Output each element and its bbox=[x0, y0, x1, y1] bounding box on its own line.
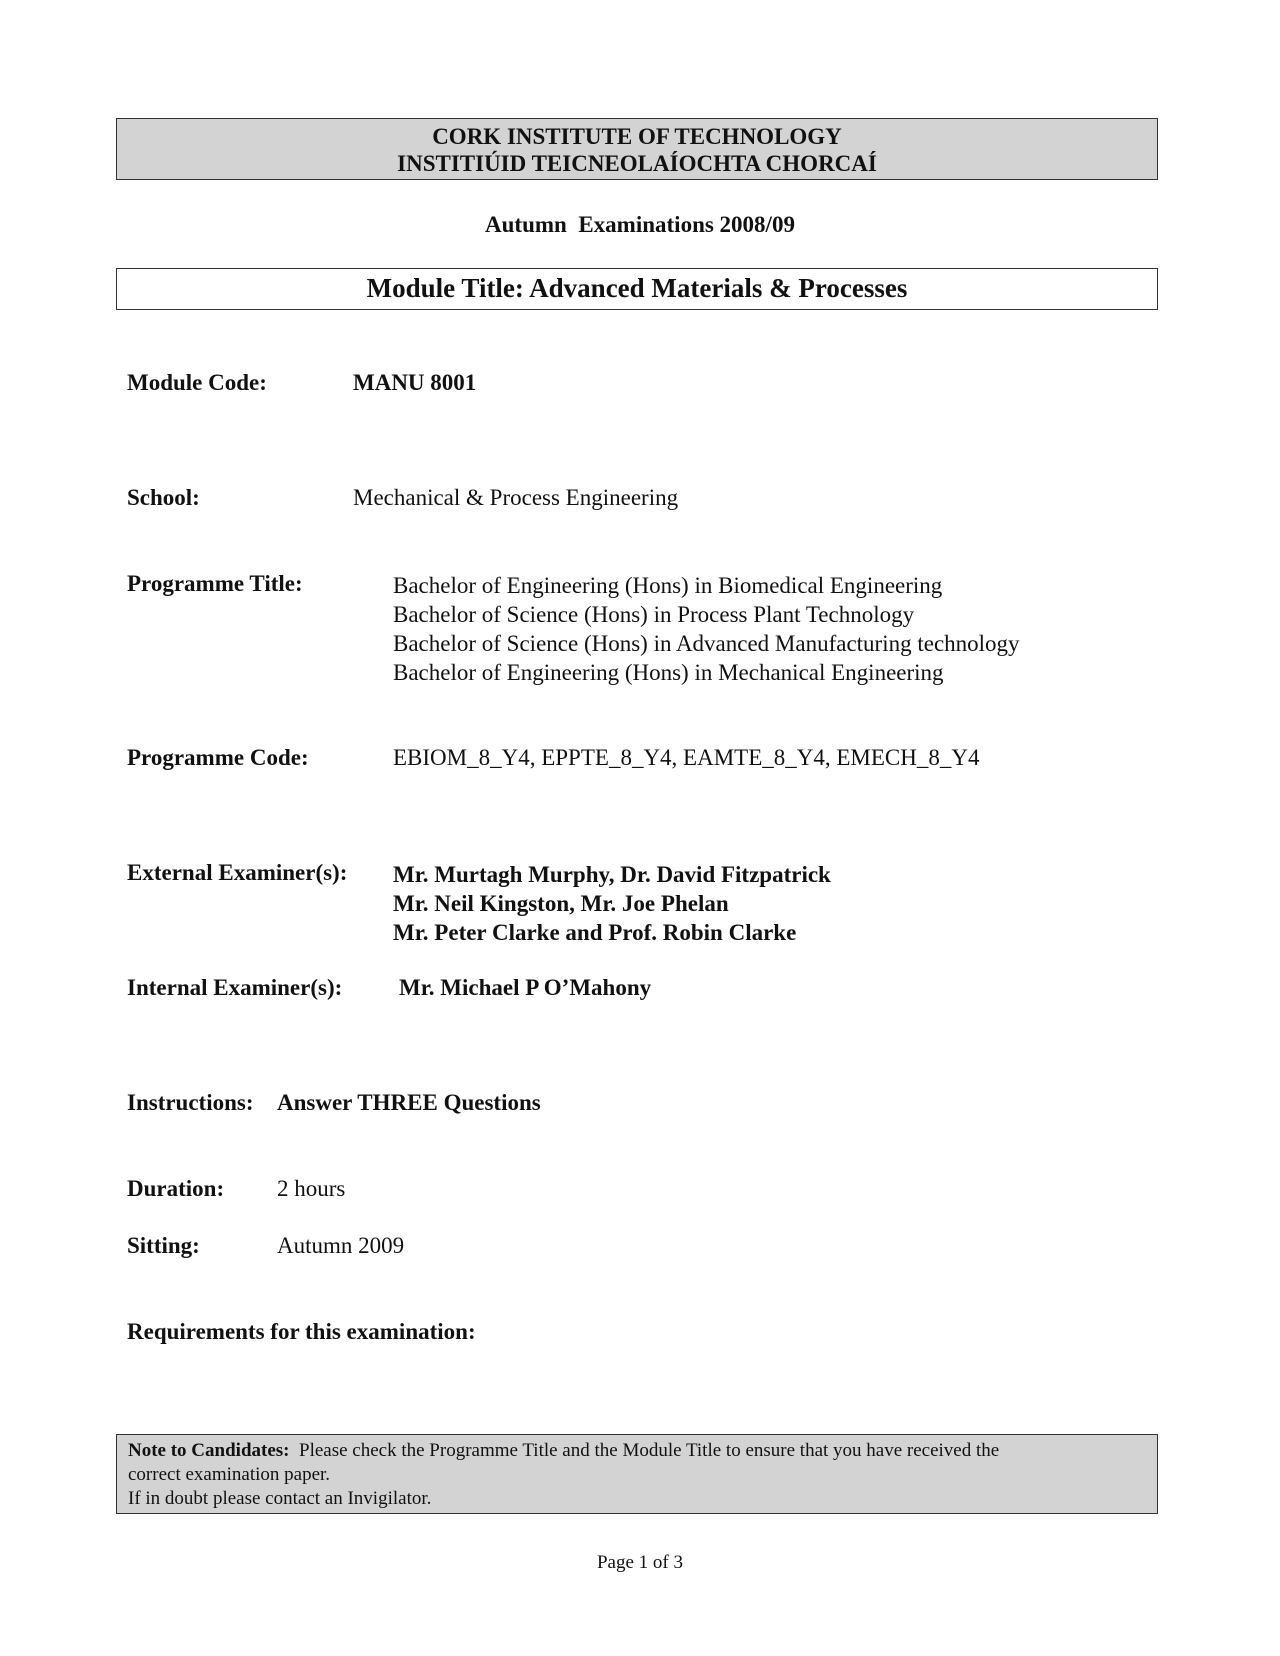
internal-examiners-label: Internal Examiner(s): bbox=[127, 975, 343, 1000]
external-examiner-line: Mr. Murtagh Murphy, Dr. David Fitzpatrick bbox=[393, 862, 831, 887]
institute-name-ga: INSTITIÚID TEICNEOLAÍOCHTA CHORCAÍ bbox=[397, 151, 877, 176]
programme-title-line: Bachelor of Engineering (Hons) in Biomedical Engineering bbox=[393, 573, 943, 598]
duration-value: 2 hours bbox=[277, 1176, 346, 1201]
requirements-label: Requirements for this examination: bbox=[127, 1319, 476, 1344]
internal-examiners-value: Mr. Michael P O’Mahony bbox=[399, 975, 652, 1000]
programme-title-label: Programme Title: bbox=[127, 571, 303, 596]
programme-code-label: Programme Code: bbox=[127, 745, 309, 770]
instructions-label: Instructions: bbox=[127, 1090, 254, 1115]
institute-name-en: CORK INSTITUTE OF TECHNOLOGY bbox=[432, 124, 842, 149]
note-label: Note to Candidates: bbox=[128, 1440, 290, 1461]
module-code-label: Module Code: bbox=[127, 370, 267, 395]
note-text-2: correct examination paper. bbox=[128, 1464, 331, 1485]
note-to-candidates bbox=[116, 1434, 1158, 1514]
programme-title-line: Bachelor of Science (Hons) in Process Plant Technology bbox=[393, 602, 915, 627]
external-examiner-line: Mr. Neil Kingston, Mr. Joe Phelan bbox=[393, 891, 729, 916]
duration-label: Duration: bbox=[127, 1176, 225, 1201]
programme-title-line: Bachelor of Science (Hons) in Advanced Manufacturing technology bbox=[393, 631, 1020, 656]
module-code-value: MANU 8001 bbox=[353, 370, 477, 395]
exam-session: Autumn Examinations 2008/09 bbox=[485, 212, 795, 237]
module-title: Module Title: Advanced Materials & Processes bbox=[116, 268, 1158, 310]
note-text-3: If in doubt please contact an Invigilator. bbox=[128, 1488, 432, 1509]
sitting-label: Sitting: bbox=[127, 1233, 200, 1258]
note-text-1: Please check the Programme Title and the Module Title to ensure that you have received the bbox=[299, 1440, 1000, 1461]
school-value: Mechanical & Process Engineering bbox=[353, 485, 679, 510]
external-examiner-line: Mr. Peter Clarke and Prof. Robin Clarke bbox=[393, 920, 797, 945]
instructions-value: Answer THREE Questions bbox=[277, 1090, 541, 1115]
programme-title-list bbox=[393, 571, 1020, 687]
school-label: School: bbox=[127, 485, 200, 510]
external-examiners-label: External Examiner(s): bbox=[127, 860, 348, 885]
programme-title-line: Bachelor of Engineering (Hons) in Mechanical Engineering bbox=[393, 660, 944, 685]
programme-code-value: EBIOM_8_Y4, EPPTE_8_Y4, EAMTE_8_Y4, EMECH_8_Y4 bbox=[393, 745, 980, 770]
page-number: Page 1 of 3 bbox=[596, 1552, 683, 1573]
sitting-value: Autumn 2009 bbox=[277, 1233, 405, 1258]
external-examiners-list bbox=[393, 860, 831, 947]
institute-header bbox=[116, 118, 1158, 180]
